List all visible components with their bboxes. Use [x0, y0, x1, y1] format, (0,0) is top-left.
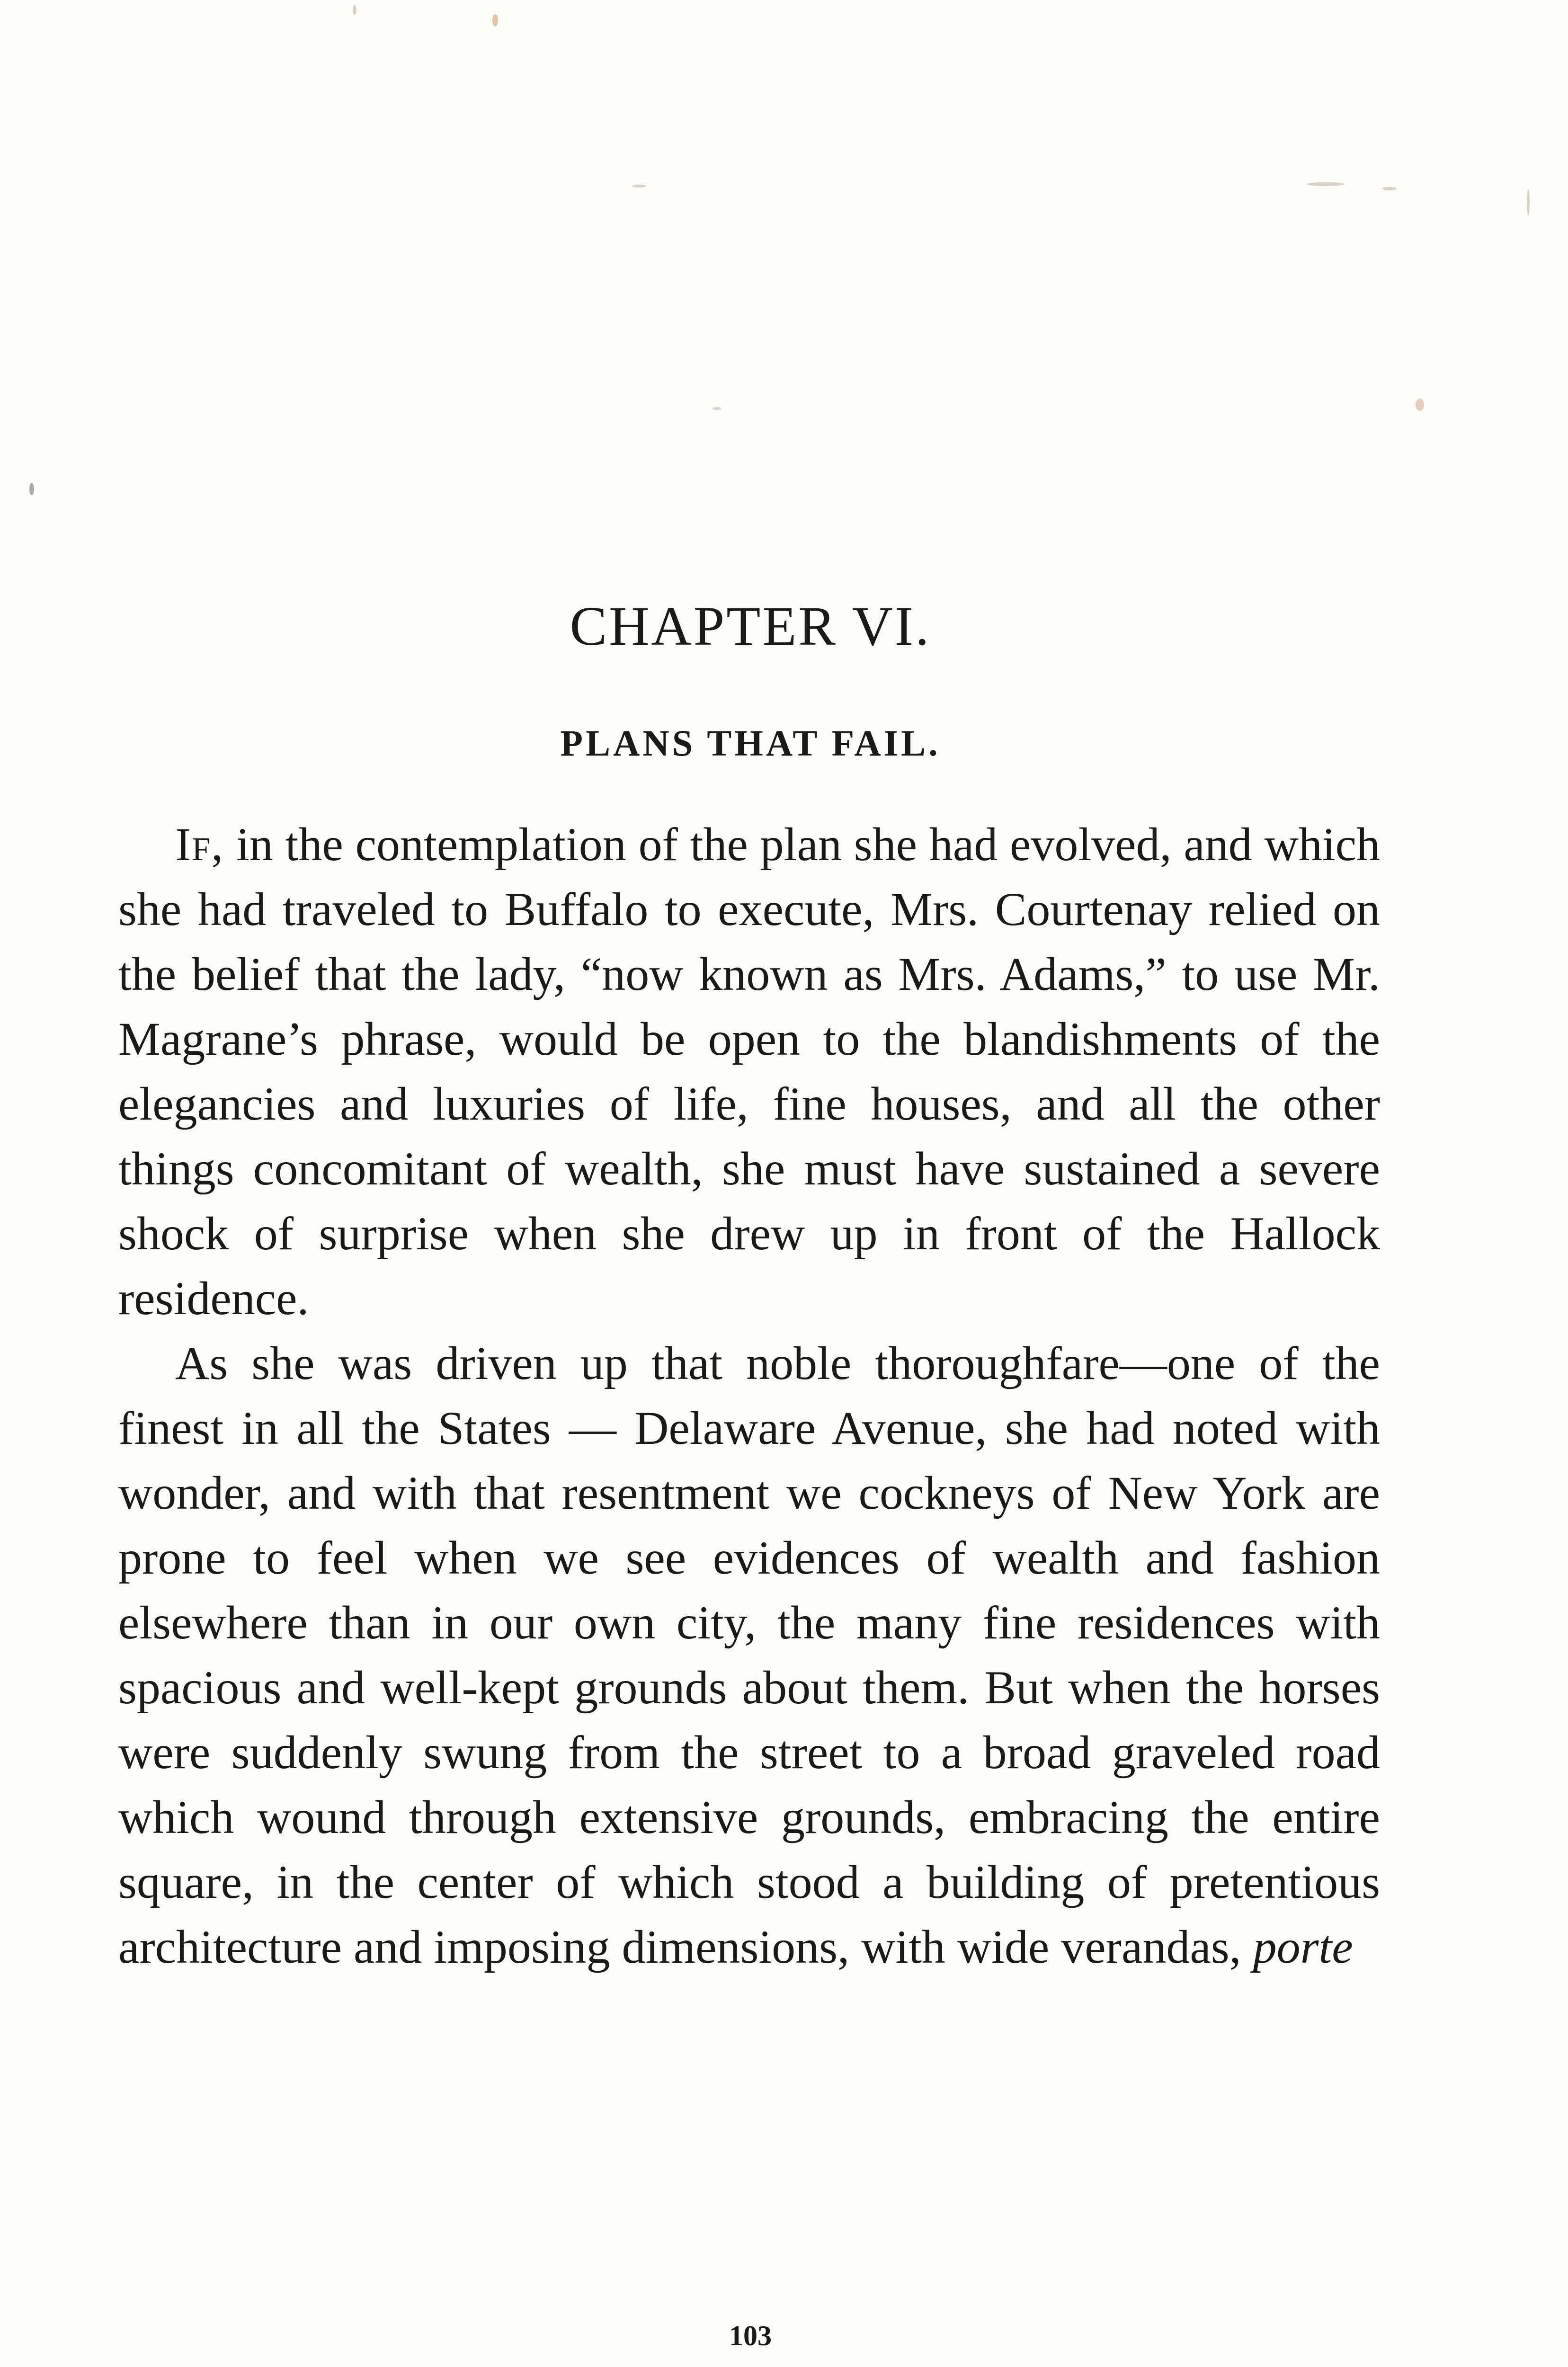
scan-speck	[1527, 189, 1530, 215]
scan-speck	[713, 407, 721, 410]
scan-speck	[353, 5, 356, 15]
chapter-subtitle: PLANS THAT FAIL.	[560, 722, 941, 764]
scan-speck	[632, 185, 646, 187]
paragraph-italic-word: porte	[1253, 1921, 1353, 1973]
scan-speck	[29, 483, 34, 495]
scan-speck	[1382, 187, 1397, 190]
paragraph-text: in the contemplation of the plan she had evolved, and which she had traveled to Buffalo to execute, Mrs. Courtenay relied on the belief that the lady, “now known as Mrs. Adams,” to use Mr. Magrane’s phrase, would be open to the blandishments of the elegancies and luxuries of life, fine houses, and all the other things concomitant of wealth, she must have sustained a severe shock of surprise when she drew up in front of the Hallock residence.	[118, 818, 1380, 1325]
scan-speck	[492, 14, 498, 27]
paragraph-lead-word: If,	[175, 818, 224, 871]
scan-speck	[1307, 182, 1345, 186]
paragraph-text: As she was driven up that noble thoroughfare—one of the finest in all the States — Delaware Avenue, she had noted with wonder, and with that resentment we cockneys of New York are prone to feel when we see evidences of wealth and fashion elsewhere than in our own city, the many fine residences with spacious and well-kept grounds about them. But when the horses were suddenly swung from the street to a broad graveled road which wound through extensive grounds, embracing the entire square, in the center of which stood a building of pretentious architecture and imposing dimensions, with wide verandas,	[118, 1337, 1380, 1973]
chapter-title: CHAPTER VI.	[570, 595, 931, 657]
paragraph	[118, 1331, 1380, 1979]
paragraph	[118, 812, 1380, 1331]
body-text	[118, 812, 1380, 1979]
scan-speck	[1416, 399, 1424, 411]
page-number: 103	[729, 2320, 772, 2351]
